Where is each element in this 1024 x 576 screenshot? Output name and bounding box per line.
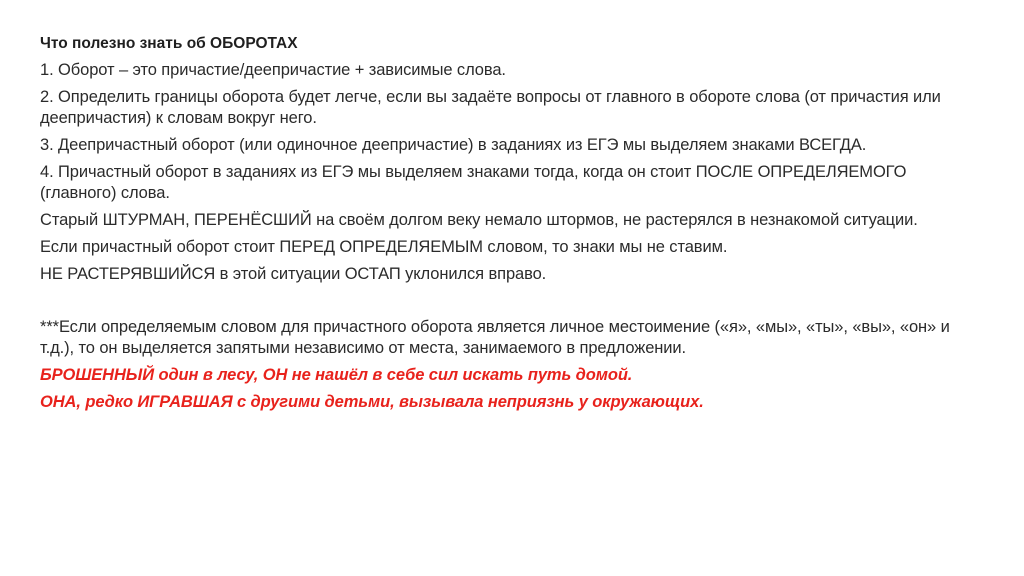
example-ostap: НЕ РАСТЕРЯВШИЙСЯ в этой ситуации ОСТАП уклонился вправо. (40, 265, 547, 283)
spacer (40, 291, 970, 317)
example-shturman: Старый ШТУРМАН, ПЕРЕНЁСШИЙ на своём долгом веку немало штормов, не растерялся в незнакомой ситуации. (40, 211, 918, 229)
point-2: 2. Определить границы оборота будет легче, если вы задаёте вопросы от главного в обороте слова (от причастия или деепричастия) к словам вокруг него. (40, 88, 941, 127)
point-3: 3. Деепричастный оборот (или одиночное деепричастие) в заданиях из ЕГЭ мы выделяем знаками ВСЕГДА. (40, 136, 867, 154)
slide-content (40, 34, 970, 419)
red-example-1: БРОШЕННЫЙ один в лесу, ОН не нашёл в себе сил искать путь домой. (40, 366, 633, 384)
point-4: 4. Причастный оборот в заданиях из ЕГЭ мы выделяем знаками тогда, когда он стоит ПОСЛЕ ОПРЕДЕЛЯЕМОГО (главного) слова. (40, 163, 907, 202)
rule-before-defined-word: Если причастный оборот стоит ПЕРЕД ОПРЕДЕЛЯЕМЫМ словом, то знаки мы не ставим. (40, 238, 728, 256)
pronoun-note: ***Если определяемым словом для причастного оборота является личное местоимение («я», «мы», «ты», «вы», «он» и т.д.), то он выделяется запятыми независимо от места, занимаемого в предложении. (40, 318, 950, 357)
slide-title: Что полезно знать об ОБОРОТАХ (40, 35, 298, 52)
red-example-2: ОНА, редко ИГРАВШАЯ с другими детьми, вызывала неприязнь у окружающих. (40, 393, 704, 411)
point-1: 1. Оборот – это причастие/деепричастие + зависимые слова. (40, 61, 506, 79)
